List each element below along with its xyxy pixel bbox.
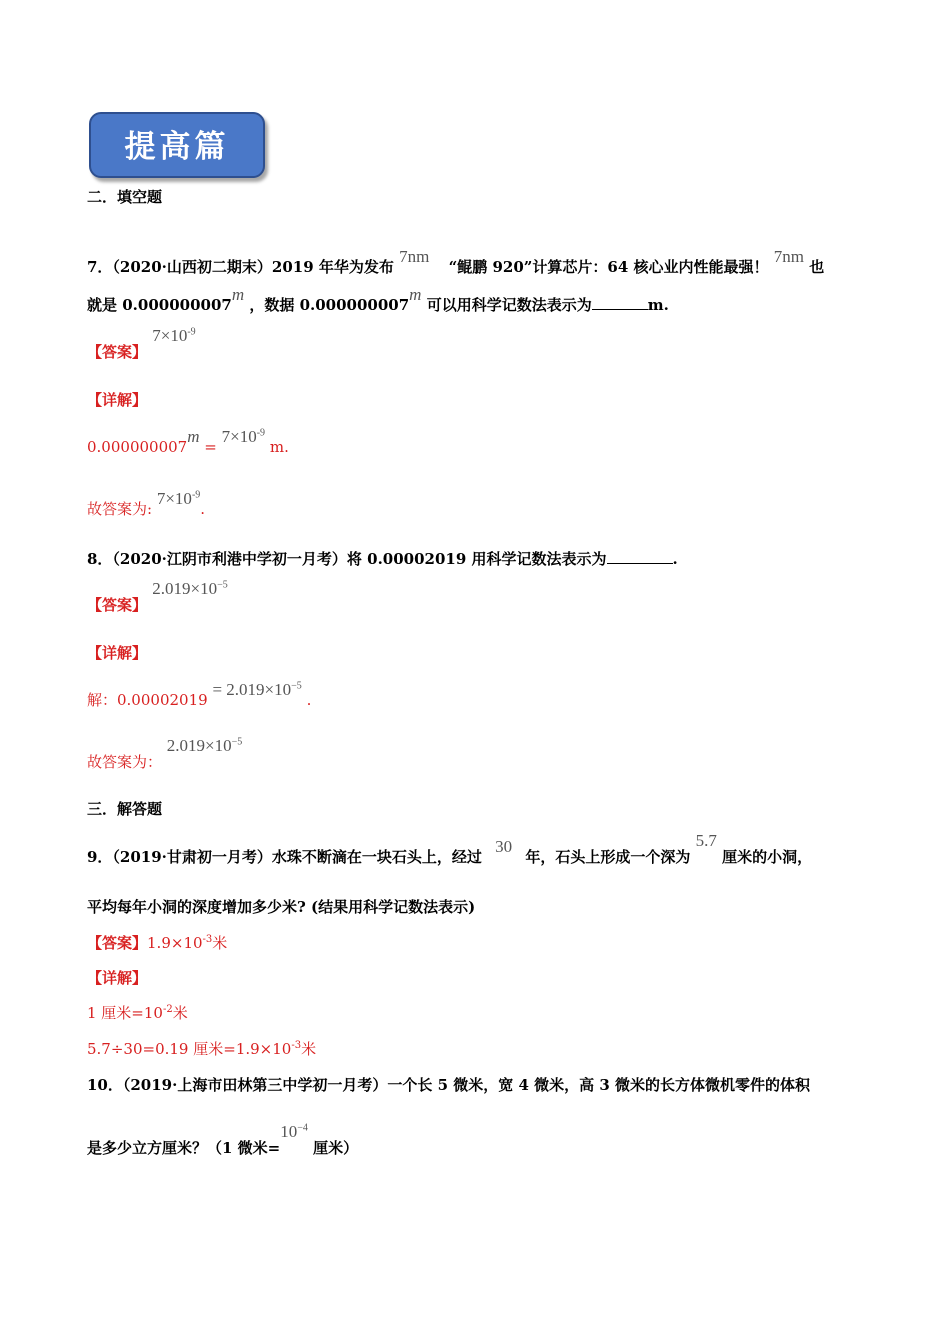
question-10-line-1: 10．（2019·上海市田林第三中学初一月考）一个长 5 微米，宽 4 微米，高 3 微米的长方体微机零件的体积 <box>87 1076 810 1094</box>
q7-conclusion-dot: . <box>200 500 206 518</box>
q7-detail-base: 7×10 <box>221 427 257 446</box>
q9-math-5-7: 5.7 <box>695 831 717 850</box>
q7-text-c: 也 <box>809 258 825 276</box>
q7-detail-value: 0.000000007 <box>87 438 188 456</box>
q7-text-d: 就是 0.000000007 <box>87 296 232 314</box>
q8-conclusion-base: 2.019×10 <box>166 736 232 755</box>
q8-answer-label: 【答案】 <box>87 596 148 614</box>
q10-math <box>280 1122 308 1141</box>
q8-conclusion-math <box>167 736 242 755</box>
q7-math-m-b: m <box>409 285 422 304</box>
q7-detail-math <box>222 427 265 446</box>
q7-text-f: 可以用科学记数法表示为 <box>426 296 592 314</box>
q7-detail-unit: m <box>187 427 200 446</box>
q7-conclusion-exp: -9 <box>191 489 201 501</box>
q8-answer-math <box>152 579 227 598</box>
q7-conclusion-label: 故答案为: <box>87 500 153 518</box>
q8-answer-base: 2.019×10 <box>152 579 218 598</box>
q9-detail-b: 5.7÷30=0.19 厘米=1.9×10 <box>87 1040 292 1058</box>
q8-answer-blank <box>607 549 673 564</box>
q7-text-e: ，数据 0.000000007 <box>249 296 410 314</box>
question-7-line-1 <box>87 247 825 277</box>
q9-detail-unit-b: 米 <box>301 1040 317 1058</box>
q8-conclusion-exp: −5 <box>231 736 243 748</box>
q7-detail-m: m. <box>269 438 289 456</box>
section-heading-solve: 三．解答题 <box>87 800 163 818</box>
q7-detail-label: 【详解】 <box>87 391 148 409</box>
q7-text-a: 7．（2020·山西初二期末）2019 年华为发布 <box>87 258 394 276</box>
q7-text-g: m. <box>647 296 669 314</box>
q9-math-30: 30 <box>495 837 513 856</box>
q9-detail-line-1 <box>87 1002 188 1023</box>
q7-answer-blank <box>592 295 648 310</box>
q9-answer-line <box>87 932 227 953</box>
q7-answer-label: 【答案】 <box>87 343 148 361</box>
q8-detail-math <box>212 680 301 699</box>
q9-detail-exp-a: -2 <box>162 1004 173 1015</box>
question-9-line-2: 平均每年小洞的深度增加多少米? (结果用科学记数法表示) <box>87 898 476 916</box>
section-banner: 提高篇 <box>89 112 265 178</box>
q9-answer-base: 1.9×10 <box>147 934 203 952</box>
q8-detail-value: 解：0.00002019 <box>87 691 208 709</box>
question-8-line-1 <box>87 548 678 569</box>
q7-detail-line-2 <box>87 489 206 519</box>
q7-detail-eq: = <box>204 438 217 456</box>
q10-text-b: 厘米） <box>313 1139 359 1157</box>
q9-answer-label: 【答案】 <box>87 934 148 952</box>
q8-detail-base: = 2.019×10 <box>212 680 292 699</box>
q9-text-b: 年，石头上形成一个深为 <box>525 848 691 866</box>
q7-answer-math <box>152 326 195 345</box>
q8-detail-line-1 <box>87 680 312 710</box>
q9-detail-label: 【详解】 <box>87 969 148 987</box>
q8-text-a: 8．（2020·江阴市利港中学初一月考）将 0.00002019 用科学记数法表示为 <box>87 550 607 568</box>
q9-detail-exp-b: -3 <box>291 1040 302 1051</box>
q8-detail-label: 【详解】 <box>87 644 148 662</box>
question-10-line-2 <box>87 1122 359 1158</box>
question-9-line-1 <box>87 831 813 867</box>
q7-text-b: “鲲鹏 920”计算芯片：64 核心业内性能最强！ <box>448 258 769 276</box>
q9-text-a: 9．（2019·甘肃初一月考）水珠不断滴在一块石头上，经过 <box>87 848 482 866</box>
question-7-line-2 <box>87 285 669 315</box>
q7-conclusion-base: 7×10 <box>156 489 192 508</box>
q9-text-c: 厘米的小洞， <box>722 848 813 866</box>
q7-conclusion-math <box>157 489 200 508</box>
q10-math-exp: −4 <box>297 1122 308 1134</box>
q10-math-base: 10 <box>280 1122 298 1141</box>
q9-detail-a: 1 厘米=10 <box>87 1004 163 1022</box>
q7-answer-base: 7×10 <box>152 326 188 345</box>
q7-detail-exp: -9 <box>256 427 266 439</box>
q8-detail-dot: . <box>306 691 312 709</box>
q7-answer-exp: -9 <box>187 326 196 338</box>
q9-answer-unit: 米 <box>212 934 228 952</box>
section-heading-fill-blank: 二．填空题 <box>87 188 163 206</box>
q7-math-m-a: m <box>231 285 245 304</box>
q8-conclusion-label: 故答案为： <box>87 753 163 771</box>
q8-text-b: . <box>672 550 678 568</box>
q7-math-7nm-a: 7nm <box>399 247 430 266</box>
q8-detail-exp: −5 <box>291 680 302 692</box>
q8-answer-exp: −5 <box>217 579 228 591</box>
q9-detail-line-2 <box>87 1038 316 1059</box>
q9-answer-exp: -3 <box>202 934 213 945</box>
q9-detail-unit-a: 米 <box>172 1004 188 1022</box>
q10-text-a: 是多少立方厘米？（1 微米= <box>87 1139 281 1157</box>
q7-math-7nm-b: 7nm <box>773 247 804 266</box>
